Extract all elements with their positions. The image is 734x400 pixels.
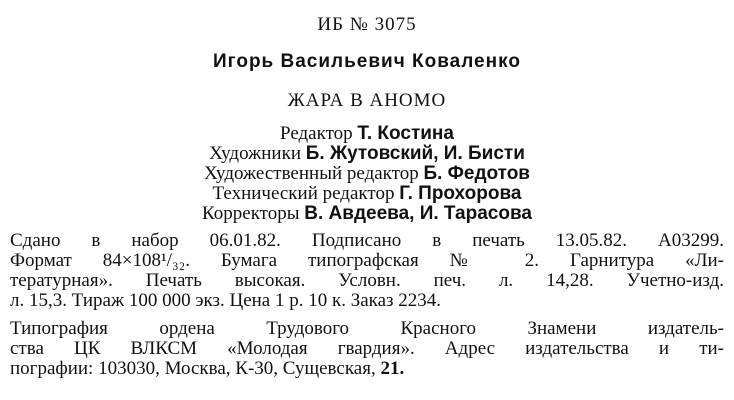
imprint-line: тературная». Печать высокая. Условн. печ. л. 14,28. Учетно-изд. bbox=[10, 270, 724, 291]
credit-role: Корректоры bbox=[202, 203, 300, 224]
printer-block bbox=[10, 319, 724, 379]
author-name: Игорь Васильевич Коваленко bbox=[213, 51, 521, 72]
credit-role: Художественный редактор bbox=[204, 163, 419, 184]
credit-role: Редактор bbox=[280, 123, 353, 144]
credit-names: Т. Костина bbox=[357, 123, 454, 144]
credit-role: Художники bbox=[209, 143, 301, 164]
credit-tech-editor bbox=[0, 184, 734, 204]
printer-address-number: 21. bbox=[380, 358, 405, 379]
imprint-line: Сдано в набор 06.01.82. Подписано в печать 13.05.82. А03299. bbox=[10, 230, 724, 251]
credit-artists bbox=[0, 144, 734, 164]
printer-line: Типография ордена Трудового Красного Знамени издатель- bbox=[10, 318, 724, 339]
credit-names: Б. Федотов bbox=[423, 163, 530, 184]
imprint-line: Формат 84×108¹/₃₂. Бумага типографская № 2. Гарнитура «Ли- bbox=[10, 250, 724, 271]
credit-names: Б. Жутовский, И. Бисти bbox=[305, 143, 525, 164]
credit-names: Г. Прохорова bbox=[399, 183, 522, 204]
imprint-block bbox=[10, 231, 724, 311]
credit-editor bbox=[0, 124, 734, 144]
book-title: ЖАРА В АНОМО bbox=[287, 90, 447, 111]
printer-address: пографии: 103030, Москва, К-30, Сущевская, bbox=[10, 358, 381, 379]
imprint-line: л. 15,3. Тираж 100 000 экз. Цена 1 р. 10 к. Заказ 2234. bbox=[10, 290, 442, 311]
credit-names: В. Авдеева, И. Тарасова bbox=[304, 203, 532, 224]
credit-role: Технический редактор bbox=[212, 183, 395, 204]
printer-line-last bbox=[10, 359, 724, 379]
credit-proofreaders bbox=[0, 204, 734, 224]
printer-line: ства ЦК ВЛКСМ «Молодая гвардия». Адрес издательства и ти- bbox=[10, 338, 724, 359]
credits-list bbox=[0, 124, 734, 224]
ib-number: ИБ № 3075 bbox=[317, 14, 417, 35]
credit-art-editor bbox=[0, 164, 734, 184]
